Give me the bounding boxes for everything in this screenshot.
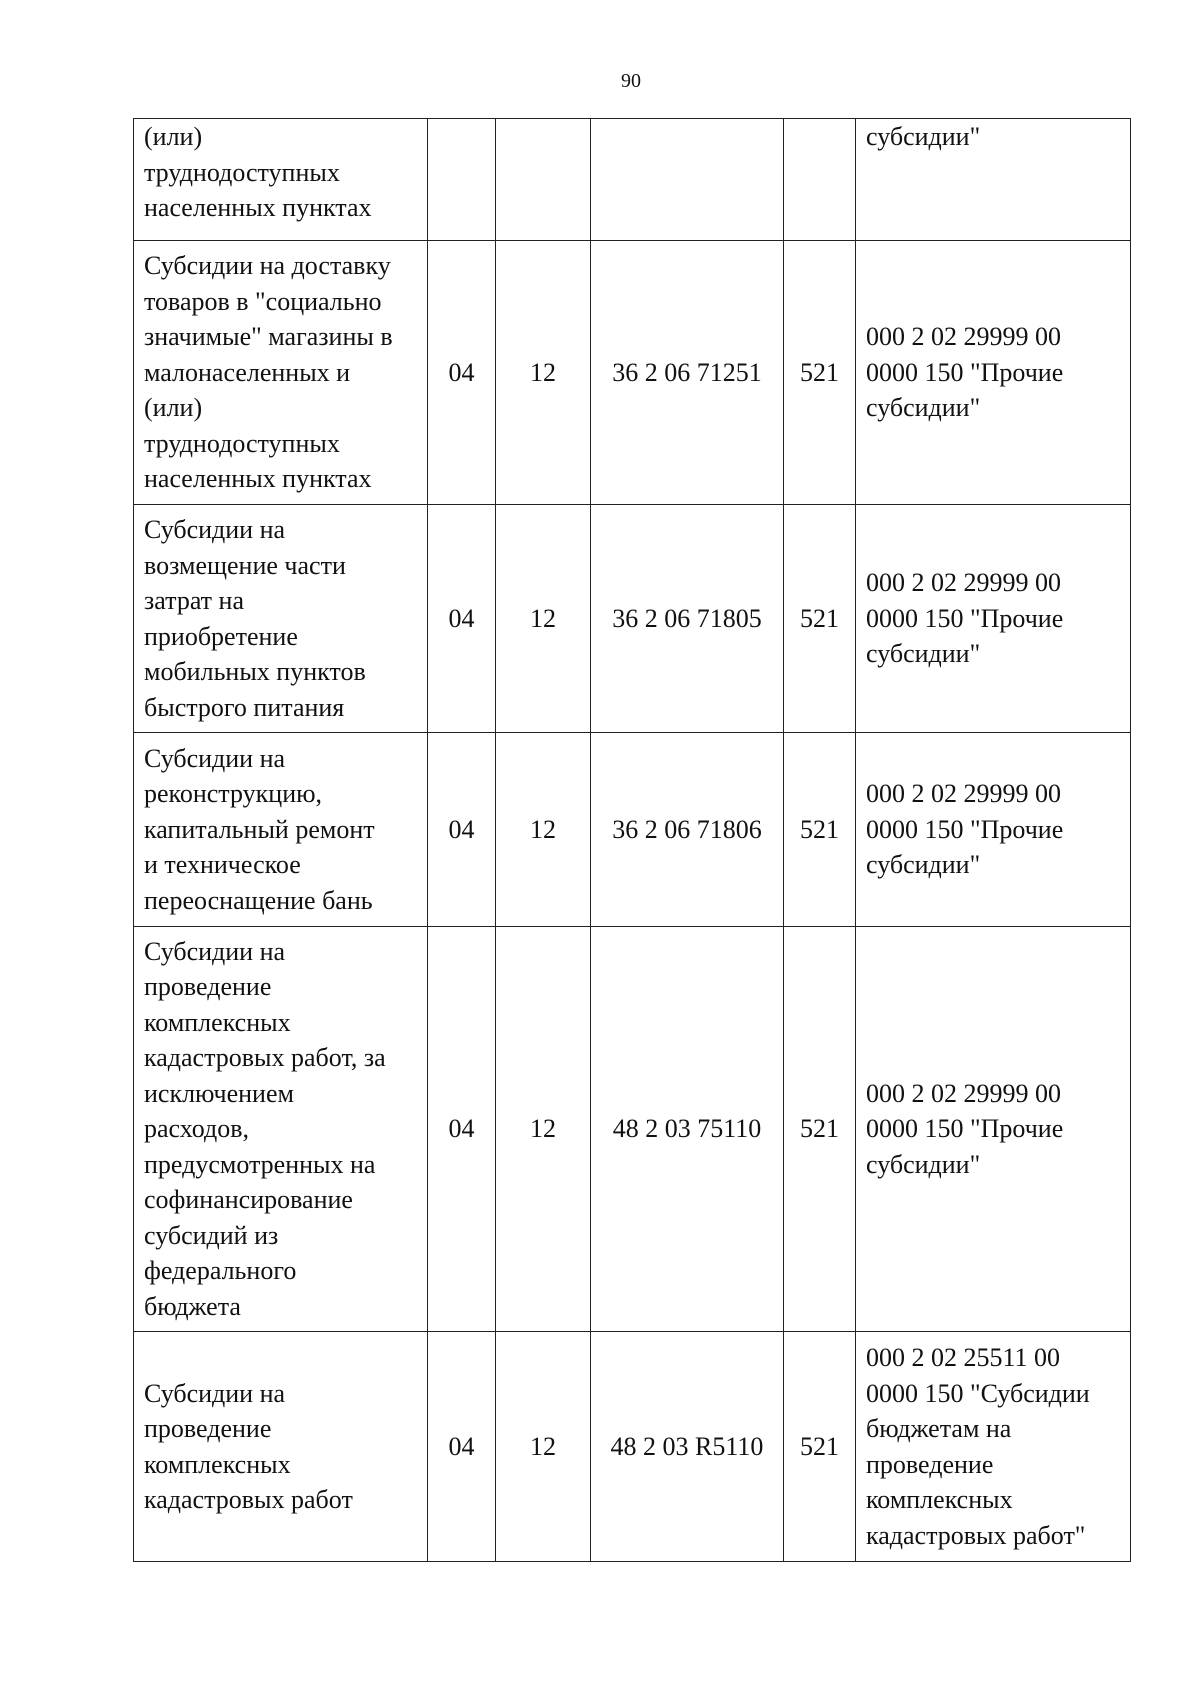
section-cell: 04 [428,241,496,505]
revenue-code: 000 2 02 29999 00 0000 150 "Прочие субсидии" [866,322,1064,423]
revenue-code: 000 2 02 29999 00 0000 150 "Прочие субсидии" [866,779,1064,880]
expense-name-cell [134,505,428,733]
subsection-cell: 12 [496,505,591,733]
expense-name-cell [134,119,428,241]
revenue-code-cell [856,1332,1131,1562]
revenue-code-cell [856,505,1131,733]
expense-name: (или) труднодоступных населенных пунктах [144,122,372,222]
page-number: 90 [621,70,641,92]
revenue-code: 000 2 02 29999 00 0000 150 "Прочие субсидии" [866,1078,1064,1179]
target-article-cell: 36 2 06 71805 [591,505,784,733]
subsection-cell: 12 [496,927,591,1332]
subsection-cell: 12 [496,733,591,927]
subsection-cell: 12 [496,1332,591,1562]
section-cell [428,119,496,241]
target-article-cell: 48 2 03 75110 [591,927,784,1332]
expense-name: Субсидии на проведение комплексных кадастровых работ [144,1378,353,1514]
revenue-code: 000 2 02 29999 00 0000 150 "Прочие субсидии" [866,568,1064,669]
expense-type-cell: 521 [784,241,856,505]
revenue-code-cell [856,241,1131,505]
subsection-cell: 12 [496,241,591,505]
table-row [134,733,1131,927]
expense-name-cell [134,1332,428,1562]
budget-classification-table [133,118,1131,1562]
section-cell: 04 [428,733,496,927]
table-row [134,927,1131,1332]
revenue-code-cell [856,119,1131,241]
table-row [134,119,1131,241]
section-cell: 04 [428,505,496,733]
table-row [134,505,1131,733]
expense-type-cell: 521 [784,505,856,733]
expense-type-cell: 521 [784,927,856,1332]
expense-name-cell [134,927,428,1332]
table-row [134,241,1131,505]
target-article-cell: 48 2 03 R5110 [591,1332,784,1562]
expense-type-cell: 521 [784,1332,856,1562]
expense-name: Субсидии на реконструкцию, капитальный ремонт и техническое переоснащение бань [144,743,375,915]
target-article-cell [591,119,784,241]
expense-type-cell: 521 [784,733,856,927]
expense-name: Субсидии на возмещение части затрат на приобретение мобильных пунктов быстрого питания [144,515,366,722]
target-article-cell: 36 2 06 71251 [591,241,784,505]
table-row [134,1332,1131,1562]
revenue-code-cell [856,733,1131,927]
revenue-code: субсидии" [866,122,981,151]
expense-type-cell [784,119,856,241]
expense-name: Субсидии на проведение комплексных кадастровых работ, за исключением расходов, предусмотренных на софинансирование субсидий из федерального бюджета [144,936,386,1321]
section-cell: 04 [428,1332,496,1562]
target-article-cell: 36 2 06 71806 [591,733,784,927]
section-cell: 04 [428,927,496,1332]
revenue-code-cell [856,927,1131,1332]
expense-name-cell [134,733,428,927]
expense-name: Субсидии на доставку товаров в "социально значимые" магазины в малонаселенных и (или) труднодоступных населенных пунктах [144,251,393,494]
revenue-code: 000 2 02 25511 00 0000 150 "Субсидии бюджетам на проведение комплексных кадастровых работ" [866,1343,1090,1550]
subsection-cell [496,119,591,241]
expense-name-cell [134,241,428,505]
